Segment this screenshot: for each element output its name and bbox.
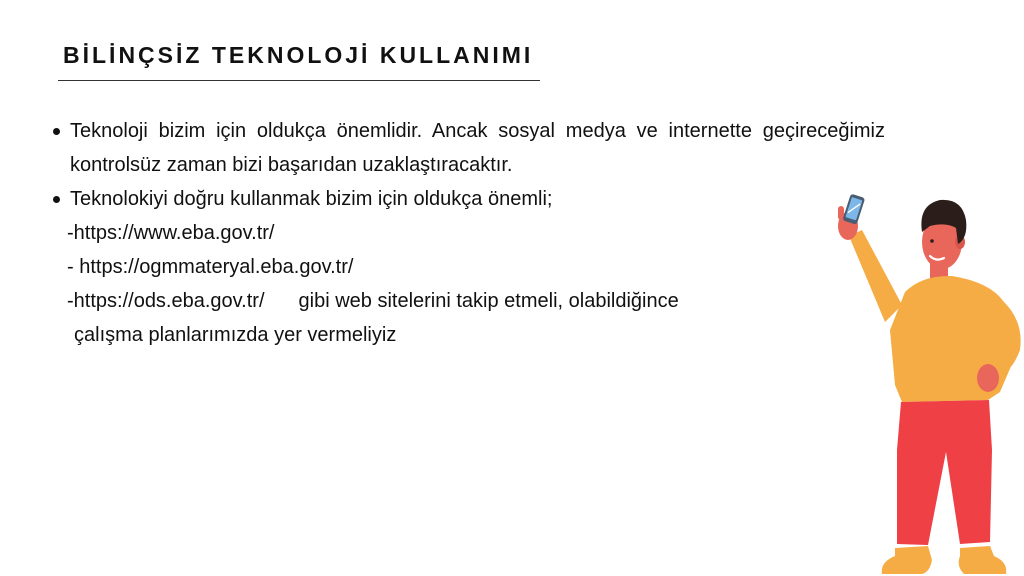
raised-arm-sleeve bbox=[849, 230, 902, 322]
link-line-ogmmateryal bbox=[50, 250, 890, 284]
link-line-eba bbox=[50, 216, 890, 250]
right-shoe bbox=[959, 546, 1007, 574]
hip-hand bbox=[977, 364, 999, 392]
title-underline bbox=[58, 80, 540, 81]
bullet-text: Teknoloji bizim için oldukça önemlidir. Ancak sosyal medya ve internette geçireceğimiz kontrolsüz zaman bizi başarıdan uzaklaştıracaktır. bbox=[70, 120, 885, 176]
link-suffix-text: gibi web sitelerini takip etmeli, olabildiğince bbox=[298, 290, 679, 312]
bullet-item-technology-importance bbox=[50, 114, 885, 182]
bullet-text: Teknolokiyi doğru kullanmak bizim için oldukça önemli; bbox=[70, 188, 553, 210]
slide-body bbox=[50, 114, 890, 352]
continuation-text: çalışma planlarımızda yer vermeliyiz bbox=[74, 324, 397, 346]
left-shoe bbox=[882, 546, 932, 574]
slide-title: BİLİNÇSİZ TEKNOLOJİ KULLANIMI bbox=[63, 42, 534, 68]
eye bbox=[930, 239, 934, 243]
hand-thumb bbox=[838, 206, 844, 220]
link-eba[interactable]: -https://www.eba.gov.tr/ bbox=[67, 222, 275, 244]
smartphone-icon bbox=[842, 194, 865, 225]
link-ogmmateryal[interactable]: - https://ogmmateryal.eba.gov.tr/ bbox=[67, 256, 354, 278]
pants bbox=[897, 400, 992, 545]
man-taking-selfie-illustration bbox=[830, 190, 1024, 576]
continuation-line bbox=[50, 318, 890, 352]
link-line-ods bbox=[50, 284, 890, 318]
link-ods[interactable]: -https://ods.eba.gov.tr/ bbox=[67, 290, 265, 312]
bullet-item-correct-usage bbox=[50, 182, 890, 216]
